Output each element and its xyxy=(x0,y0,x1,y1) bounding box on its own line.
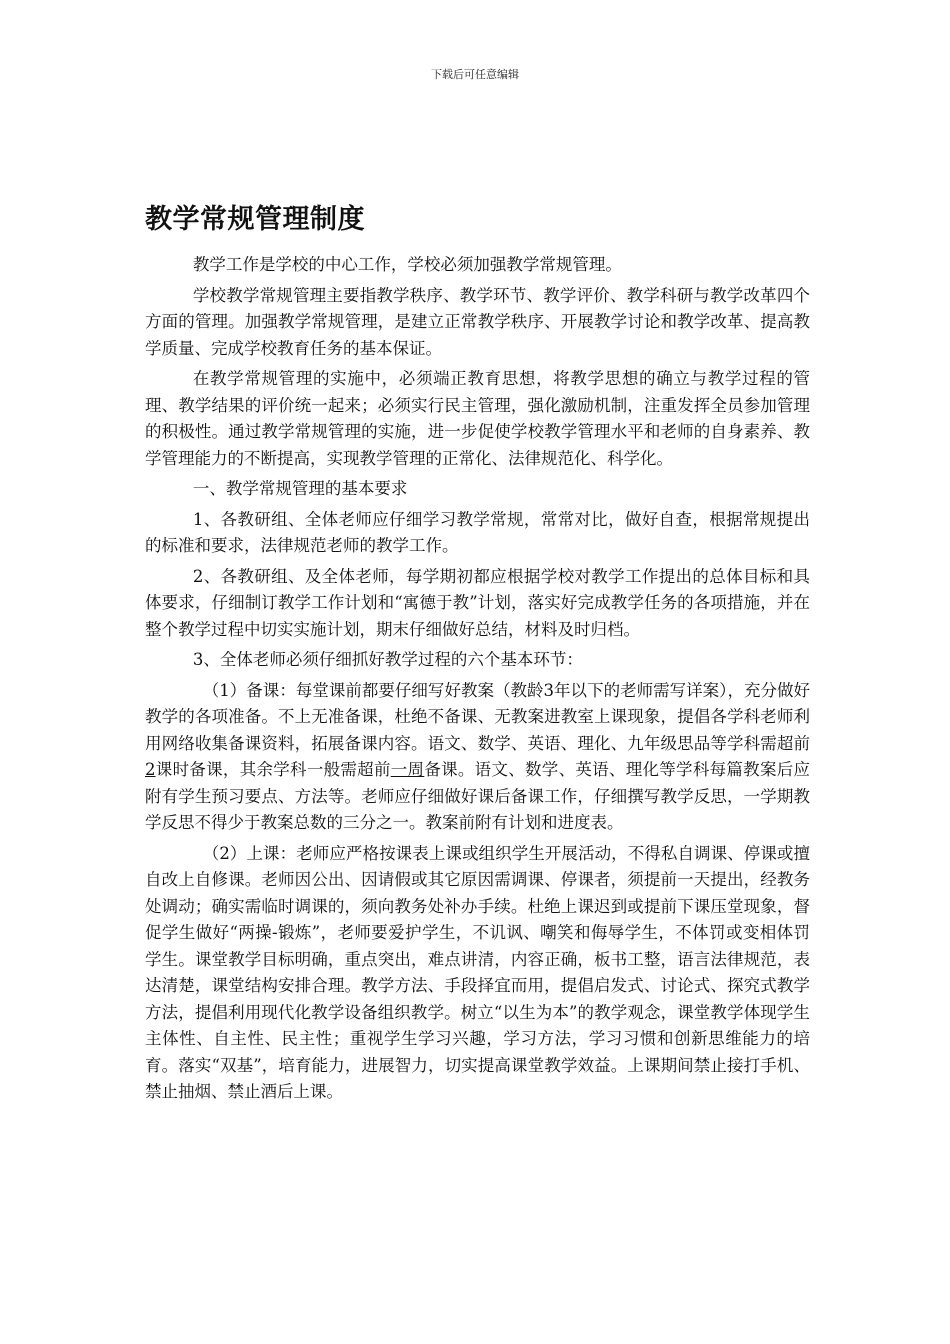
paragraph-lesson-prep xyxy=(145,678,810,837)
paragraph-scope: 学校教学常规管理主要指教学秩序、教学环节、教学评价、教学科研与教学改革四个方面的管理。加强教学常规管理，是建立正常教学秩序、开展教学讨论和教学改革、提高教学质量、完成学校教育任务的基本保证。 xyxy=(145,285,810,358)
paragraph-implementation: 在教学常规管理的实施中，必须端正教育思想，将教学思想的确立与教学过程的管理、教学结果的评价统一起来；必须实行民主管理，强化激励机制，注重发挥全员参加管理的积极性。通过教学常规管理的实施，进一步促使学校教学管理水平和老师的自身素养、教学管理能力的不断提高，实现教学管理的正常化、法律规范化、科学化。 xyxy=(145,369,810,468)
paragraph-item-3: 3、全体老师必须仔细抓好教学过程的六个基本环节： xyxy=(192,650,583,669)
lesson-prep-text-3: 备课。语文、数学、英语、理化等学科每篇教案后应附有学生预习要点、方法等。老师应仔细做好课后备课工作，仔细撰写教学反思，一学期教学反思不得少于教案总数的三分之一。教案前附有计划和进度表。 xyxy=(145,760,811,832)
header-note: 下载后可任意编辑 xyxy=(431,68,519,81)
document-title: 教学常规管理制度 xyxy=(145,204,365,235)
lesson-prep-text-1: （1）备课：每堂课前都要仔细写好教案（教龄3年以下的老师需写详案），充分做好教学的各项准备。不上无准备课，杜绝不备课、无教案进教室上课现象，提倡各学科老师利用网络收集备课资料，拓展备课内容。语文、数学、英语、理化、九年级思品等学科需超前 xyxy=(145,680,810,753)
lesson-prep-text-2: 课时备课，其余学科一般需超前 xyxy=(155,760,391,779)
section-heading-basic-requirements: 一、教学常规管理的基本要求 xyxy=(192,479,408,498)
paragraph-item-1: 1、各教研组、全体老师应仔细学习教学常规，常常对比，做好自查，根据常规提出的标准和要求，法律规范老师的教学工作。 xyxy=(145,509,810,555)
lesson-prep-underline-hours: 2 xyxy=(145,760,156,779)
paragraph-intro: 教学工作是学校的中心工作，学校必须加强教学常规管理。 xyxy=(192,255,622,274)
paragraph-teaching: （2）上课：老师应严格按课表上课或组织学生开展活动，不得私自调课、停课或擅自改上自修课。老师因公出、因请假或其它原因需调课、停课者，须提前一天提出，经教务处调动；确实需临时调课的，须向教务处补办手续。杜绝上课迟到或提前下课压堂现象，督促学生做好“两操-锻炼”，老师要爱护学生，不讥讽、嘲笑和侮辱学生，不体罚或变相体罚学生。课堂教学目标明确，重点突出，难点讲清，内容正确，板书工整，语言法律规范，表达清楚，课堂结构安排合理。教学方法、手段择宜而用，提倡启发式、讨论式、探究式教学方法，提倡利用现代化教学设备组织教学。树立“以生为本”的教学观念，课堂教学体现学生主体性、自主性、民主性；重视学生学习兴趣，学习方法，学习习惯和创新思维能力的培育。落实“双基”，培育能力，进展智力，切实提高课堂教学效益。上课期间禁止接打手机、禁止抽烟、禁止酒后上课。 xyxy=(145,843,810,1101)
paragraph-item-2: 2、各教研组、及全体老师，每学期初都应根据学校对教学工作提出的总体目标和具体要求，仔细制订教学工作计划和“寓德于教”计划，落实好完成教学任务的各项措施，并在整个教学过程中切实实施计划，期末仔细做好总结，材料及时归档。 xyxy=(145,566,810,639)
document-body xyxy=(145,202,810,1110)
lesson-prep-underline-week: 一周 xyxy=(390,760,425,779)
